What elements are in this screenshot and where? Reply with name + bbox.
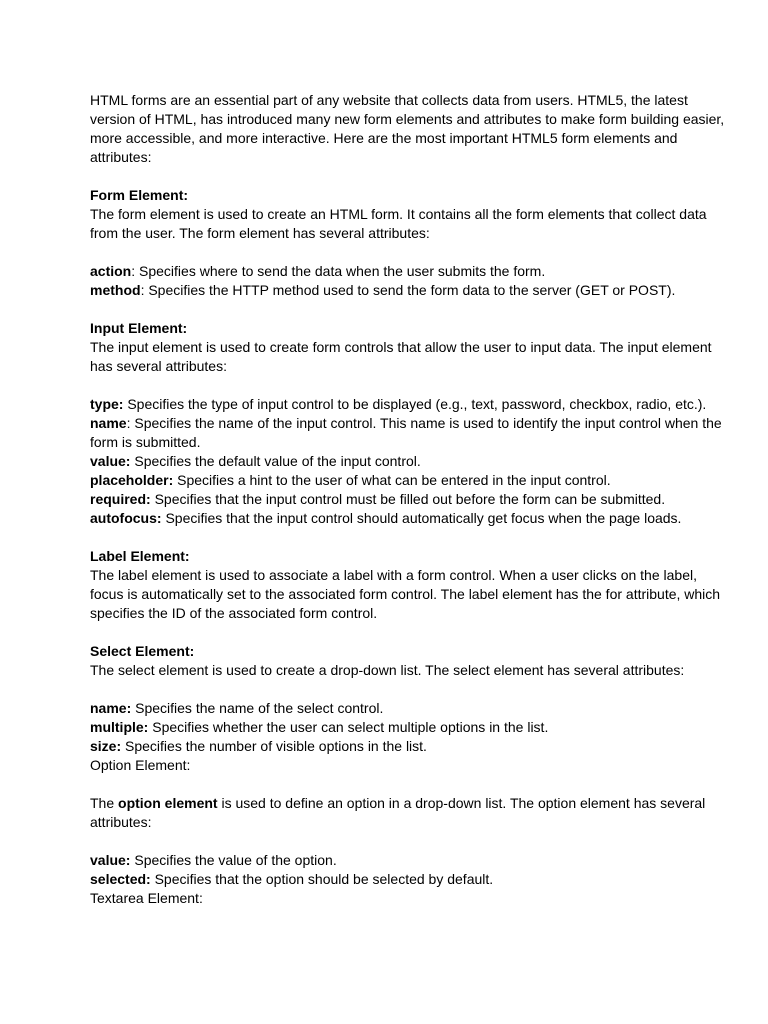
select-element-heading: Select Element: [90, 643, 195, 659]
input-attribute-required [90, 490, 730, 509]
input-element-description: The input element is used to create form controls that allow the user to input data. The input element has several attributes: [90, 339, 712, 374]
spacer [90, 680, 730, 699]
spacer [90, 300, 730, 319]
attribute-term: selected: [90, 871, 151, 887]
attribute-text: Specifies a hint to the user of what can be entered in the input control. [173, 472, 611, 488]
document-page [90, 91, 730, 908]
select-attribute-multiple [90, 718, 730, 737]
intro-paragraph: HTML forms are an essential part of any website that collects data from users. HTML5, the latest version of HTML, has introduced many new form elements and attributes to make form building easier, more accessible, and more interactive. Here are the most important HTML5 form elements and attributes: [90, 92, 725, 165]
form-attribute-action [90, 262, 730, 281]
label-element-description: The label element is used to associate a label with a form control. When a user clicks on the label, focus is automatically set to the associated form control. The label element has the for attribute, which specifies the ID of the associated form control. [90, 567, 721, 621]
input-element-heading: Input Element: [90, 320, 188, 336]
attribute-term: name: [90, 700, 132, 716]
description-prefix: The [90, 795, 119, 811]
option-attribute-selected [90, 870, 730, 889]
select-attribute-size [90, 737, 730, 756]
attribute-text: : Specifies the HTTP method used to send the form data to the server (GET or POST). [140, 282, 676, 298]
option-attribute-value [90, 851, 730, 870]
option-element-description [90, 794, 730, 832]
attribute-term: autofocus: [90, 510, 162, 526]
attribute-text: Specifies the default value of the input control. [130, 453, 421, 469]
attribute-term: multiple: [90, 719, 149, 735]
spacer [90, 376, 730, 395]
spacer [90, 243, 730, 262]
form-attribute-method [90, 281, 730, 300]
input-attribute-autofocus [90, 509, 730, 528]
attribute-text: Specifies the number of visible options in the list. [121, 738, 427, 754]
textarea-element-label: Textarea Element: [90, 890, 203, 906]
option-element-term: option element [118, 795, 218, 811]
form-element-description: The form element is used to create an HTML form. It contains all the form elements that collect data from the user. The form element has several attributes: [90, 206, 707, 241]
form-element-heading: Form Element: [90, 187, 189, 203]
spacer [90, 167, 730, 186]
input-attribute-value [90, 452, 730, 471]
spacer [90, 623, 730, 642]
attribute-text: Specifies the value of the option. [130, 852, 337, 868]
select-attribute-name [90, 699, 730, 718]
input-attribute-type [90, 395, 730, 414]
spacer [90, 832, 730, 851]
select-element-description: The select element is used to create a drop-down list. The select element has several attributes: [90, 662, 685, 678]
attribute-text: : Specifies the name of the input control. This name is used to identify the input control when the form is submitted. [90, 415, 722, 450]
attribute-term: value: [90, 453, 131, 469]
label-element-heading: Label Element: [90, 548, 190, 564]
attribute-term: required: [90, 491, 151, 507]
attribute-term: size: [90, 738, 122, 754]
option-element-label: Option Element: [90, 757, 191, 773]
attribute-text: Specifies that the option should be selected by default. [150, 871, 494, 887]
attribute-text: Specifies whether the user can select multiple options in the list. [148, 719, 549, 735]
description-suffix: is used to define an option in a drop-down list. The option element has several attributes: [90, 795, 706, 830]
attribute-term: placeholder: [90, 472, 174, 488]
spacer [90, 528, 730, 547]
attribute-text: Specifies the type of input control to be displayed (e.g., text, password, checkbox, radio, etc.). [123, 396, 707, 412]
attribute-text: : Specifies where to send the data when the user submits the form. [131, 263, 546, 279]
input-attribute-name [90, 414, 730, 452]
spacer [90, 775, 730, 794]
attribute-text: Specifies that the input control must be filled out before the form can be submitted. [150, 491, 666, 507]
attribute-term: value: [90, 852, 131, 868]
attribute-term: method [90, 282, 141, 298]
attribute-term: action [90, 263, 132, 279]
attribute-text: Specifies that the input control should automatically get focus when the page loads. [161, 510, 682, 526]
attribute-text: Specifies the name of the select control. [131, 700, 384, 716]
attribute-term: name [90, 415, 127, 431]
input-attribute-placeholder [90, 471, 730, 490]
attribute-term: type: [90, 396, 124, 412]
